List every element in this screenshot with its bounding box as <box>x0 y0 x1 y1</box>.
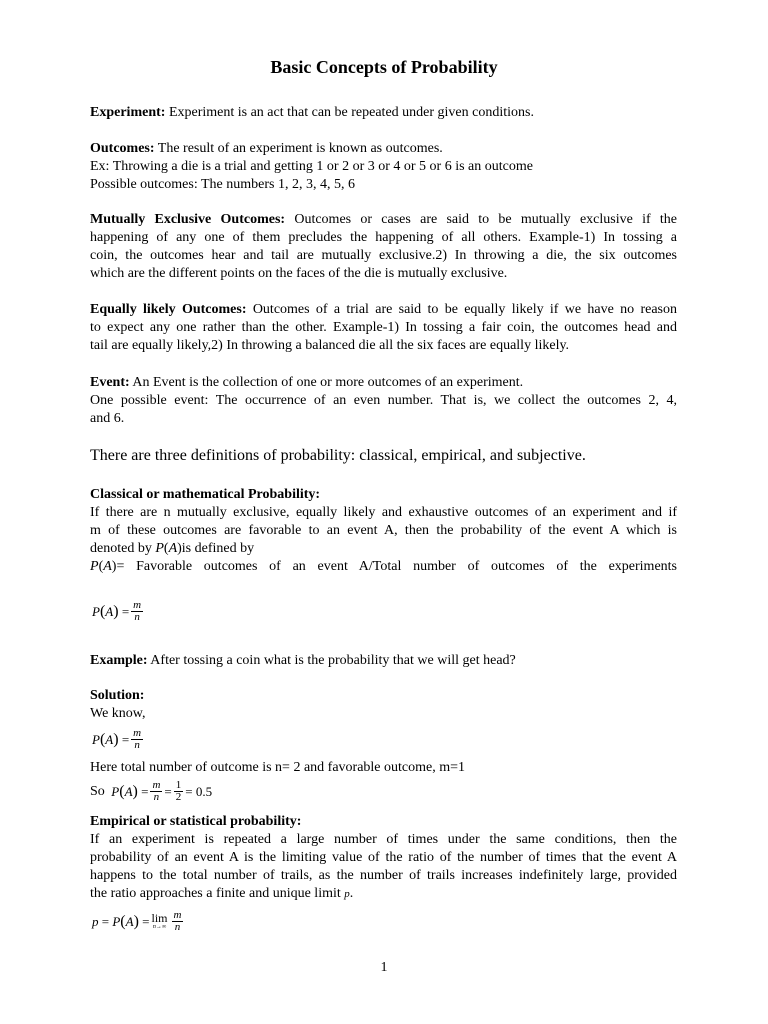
empirical-line-end: . <box>349 886 354 901</box>
math-A: A <box>103 559 112 574</box>
example-paragraph <box>90 652 677 670</box>
three-definitions <box>90 447 677 465</box>
math-P: P <box>92 603 100 619</box>
solution-here-text: Here total number of outcome is n= 2 and favorable outcome, m=1 <box>90 760 466 775</box>
math-eq: = <box>101 913 110 929</box>
empirical-line: probability of an event A is the limiting value of the ratio of the number of times that the event A <box>90 850 677 865</box>
empirical-line: the ratio approaches a finite and unique limit <box>90 886 341 901</box>
math-P: P <box>155 541 164 556</box>
event-line: and 6. <box>90 411 125 426</box>
classical-line: is defined by <box>181 541 255 556</box>
empirical-line: happens to the total number of trails, as the number of trails increases indefinitely large, provided <box>90 868 677 883</box>
solution-here <box>90 759 677 777</box>
mutually-exclusive-line: which are the different points on the faces of the die is mutually exclusive. <box>90 266 508 281</box>
example-text: After tossing a coin what is the probability that we will get head? <box>147 653 516 668</box>
fraction-denominator: n <box>134 739 140 751</box>
event-text: An Event is the collection of one or more outcomes of an experiment. <box>129 375 524 390</box>
limit-subscript: n→∞ <box>152 923 167 930</box>
page-number: 1 <box>380 960 388 975</box>
page-title: Basic Concepts of Probability <box>270 57 498 77</box>
outcomes-text: The result of an experiment is known as outcomes. <box>154 141 443 156</box>
classical-heading: Classical or mathematical Probability: <box>90 487 321 502</box>
event-term: Event: <box>90 375 130 390</box>
solution-formula: P ( A ) = $\frac{m}{n}$ <box>92 727 142 751</box>
experiment-paragraph <box>90 104 677 122</box>
math-P: P <box>111 783 120 799</box>
equally-likely-line: tail are equally likely,2) In throwing a balanced die all the six faces are equally likely. <box>90 338 570 353</box>
equally-likely-line: Outcomes of a trial are said to be equally likely if we have no reason <box>246 302 677 317</box>
equally-likely-term: Equally likely Outcomes: <box>90 302 247 317</box>
math-P: P <box>112 913 121 929</box>
equally-likely-line: to expect any one rather than the other. Example-1) In tossing a fair coin, the outcomes head and <box>90 320 677 335</box>
math-A: A <box>125 913 134 929</box>
mutually-exclusive-line: coin, the outcomes hear and tail are mutually exclusive.2) In throwing a die, the six outcomes <box>90 248 677 263</box>
outcomes-example: Ex: Throwing a die is a trial and getting 1 or 2 or 3 or 4 or 5 or 6 is an outcome <box>90 159 533 174</box>
math-P: P <box>90 559 99 574</box>
classical-line: denoted by <box>90 541 156 556</box>
equally-likely-paragraph <box>90 301 677 355</box>
mutually-exclusive-line: Outcomes or cases are said to be mutually exclusive if the <box>285 212 677 227</box>
mutually-exclusive-paragraph <box>90 211 677 283</box>
outcomes-paragraph <box>90 140 677 194</box>
math-A: A <box>124 783 133 799</box>
mutually-exclusive-term: Mutually Exclusive Outcomes: <box>90 212 286 227</box>
experiment-text: Experiment is an act that can be repeated under given conditions. <box>165 105 534 120</box>
fraction-m-over-n <box>131 728 143 751</box>
solution-we-know: We know, <box>90 706 146 721</box>
fraction-m-over-n <box>131 600 143 623</box>
fraction-numerator: 1 <box>175 779 182 791</box>
solution-result: So P ( A ) = $\frac{m}{n}$ = $\frac{1}{2}$ = 0.5 <box>90 779 213 803</box>
mutually-exclusive-line: happening of any one of them precludes the happening of all others. Example-1) In tossing a <box>90 230 677 245</box>
three-definitions-text: There are three definitions of probability: classical, empirical, and subjective. <box>90 447 586 464</box>
fraction-numerator: m <box>173 909 182 921</box>
classical-line: If there are n mutually exclusive, equally likely and exhaustive outcomes of an experiment and if <box>90 505 677 520</box>
event-paragraph <box>90 374 677 428</box>
math-eq: = <box>121 731 130 747</box>
solution-heading-block <box>90 687 677 723</box>
classical-line: m of these outcomes are favorable to an event A, then the probability of the event A which is <box>90 523 677 538</box>
math-eq: = <box>141 783 149 799</box>
classical-formula: P ( A ) = $\frac{m}{n}$ <box>92 599 142 623</box>
empirical-paragraph <box>90 813 677 903</box>
math-A: A <box>105 731 114 747</box>
fraction-numerator: m <box>133 727 142 739</box>
math-A: A <box>105 603 114 619</box>
fraction-numerator: m <box>152 779 161 791</box>
math-eq: = <box>121 603 130 619</box>
math-p: p <box>344 888 350 900</box>
fraction-numerator: m <box>133 599 142 611</box>
math-eq: = <box>164 783 172 799</box>
fraction-one-half <box>174 780 184 803</box>
limit-operator <box>151 910 168 931</box>
empirical-line: If an experiment is repeated a large number of times under the same conditions, then the <box>90 832 677 847</box>
outcomes-term: Outcomes: <box>90 141 155 156</box>
fraction-m-over-n <box>150 780 162 803</box>
fraction-denominator: n <box>174 921 181 933</box>
solution-so: So <box>90 783 105 799</box>
fraction-denominator: 2 <box>175 791 182 803</box>
solution-heading: Solution: <box>90 688 145 703</box>
math-p: p <box>92 913 99 929</box>
outcomes-possible: Possible outcomes: The numbers 1, 2, 3, 4, 5, 6 <box>90 177 355 192</box>
classical-paragraph: Classical or mathematical Probability: If there are n mutually exclusive, equally likely and exhaustive outcomes of an experiment and if m of these outcomes are favorable to an event A, then the probability of the event A which is denoted by P(A)is defined by P(A)= Favorable outcomes of an event A/Total number of outcomes of the experiments <box>90 487 677 574</box>
empirical-heading: Empirical or statistical probability: <box>90 814 302 829</box>
example-term: Example: <box>90 653 148 668</box>
empirical-formula: p = P ( A ) = lim n→∞ $\frac{m}{n}$ <box>92 909 182 933</box>
fraction-denominator: n <box>153 791 160 803</box>
math-result: 0.5 <box>195 783 213 799</box>
fraction-m-over-n <box>172 910 184 933</box>
fraction-denominator: n <box>134 611 140 623</box>
math-eq: = <box>185 783 193 799</box>
math-A: A <box>168 541 178 556</box>
math-eq: = <box>142 913 150 929</box>
classical-line: = Favorable outcomes of an event A/Total number of outcomes of the experiments <box>116 559 677 574</box>
limit-lim: lim <box>151 910 168 925</box>
math-P: P <box>92 731 100 747</box>
event-line: One possible event: The occurrence of an even number. That is, we collect the outcomes 2, 4, <box>90 393 677 408</box>
experiment-term: Experiment: <box>90 105 166 120</box>
